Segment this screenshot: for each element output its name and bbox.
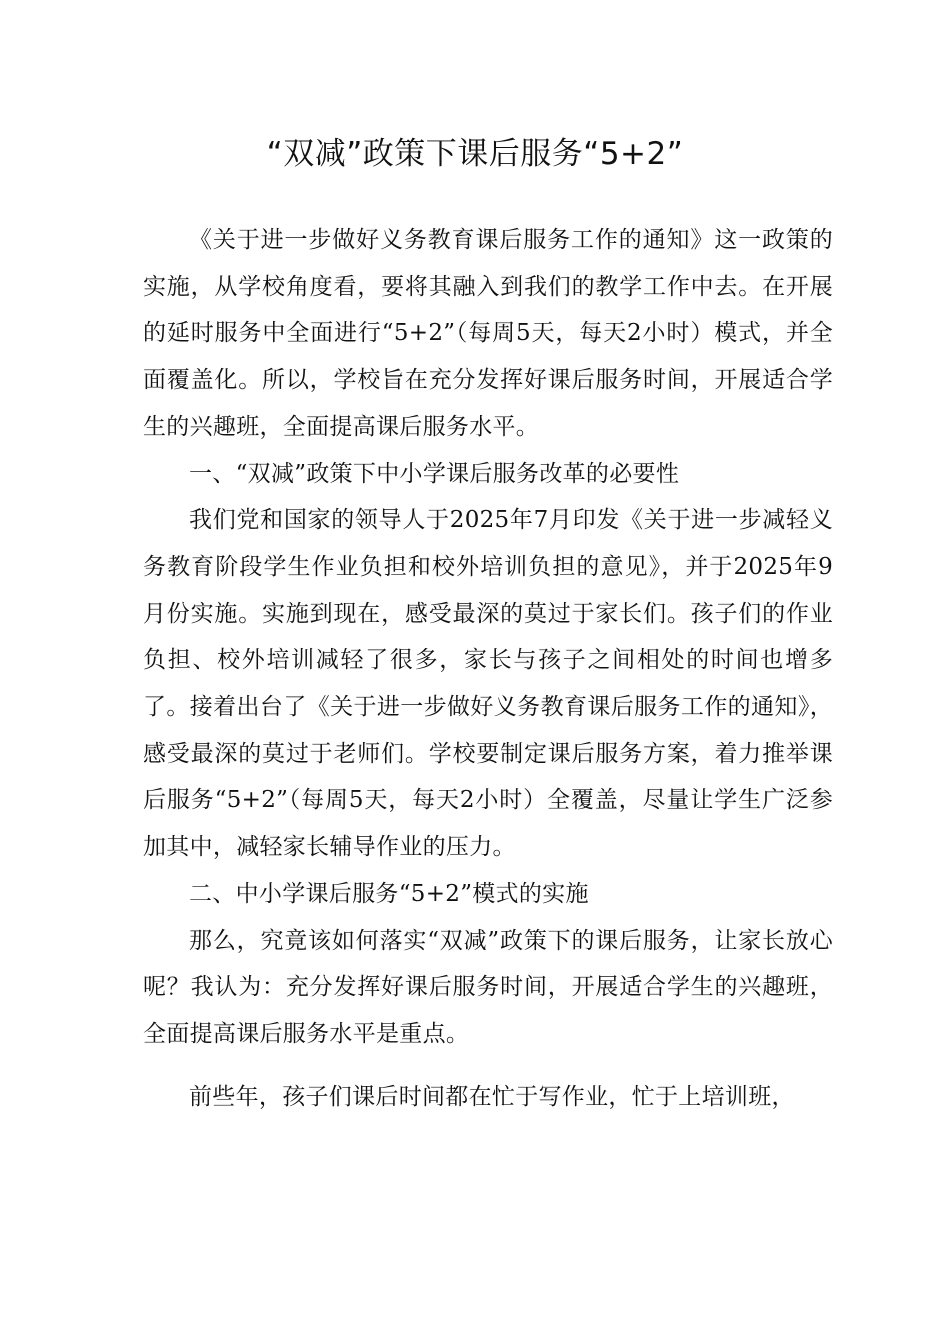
document-title: “双减”政策下课后服务“5+2” [266, 136, 684, 172]
paragraph-necessity: 我们党和国家的领导人于2025年7月印发《关于进一步减轻义务教育阶段学生作业负担和校外培训负担的意见》，并于2025年9月份实施。实施到现在，感受最深的莫过于家长们。孩子们的作业负担、校外培训减轻了很多，家长与孩子之间相处的时间也增多了。接着出台了《关于进一步做好义务教育课后服务工作的通知》，感受最深的莫过于老师们。学校要制定课后服务方案，着力推举课后服务“5+2”（每周5天，每天2小时）全覆盖，尽量让学生广泛参加其中，减轻家长辅导作业的压力。 [143, 507, 833, 861]
section-heading-2: 二、中小学课后服务“5+2”模式的实施 [189, 880, 589, 907]
paragraph-implementation: 那么，究竟该如何落实“双减”政策下的课后服务，让家长放心呢？我认为：充分发挥好课后服务时间，开展适合学生的兴趣班，全面提高课后服务水平是重点。 [143, 927, 833, 1047]
paragraph-gap [143, 1058, 833, 1074]
paragraph-past-years: 前些年，孩子们课后时间都在忙于写作业，忙于上培训班， [189, 1083, 795, 1110]
section-heading-1: 一、“双减”政策下中小学课后服务改革的必要性 [189, 460, 680, 487]
paragraph-intro: 《关于进一步做好义务教育课后服务工作的通知》这一政策的实施，从学校角度看，要将其融入到我们的教学工作中去。在开展的延时服务中全面进行“5+2”（每周5天，每天2小时）模式，并全面覆盖化。所以，学校旨在充分发挥好课后服务时间，开展适合学生的兴趣班，全面提高课后服务水平。 [143, 227, 833, 440]
document-body [143, 217, 833, 1120]
